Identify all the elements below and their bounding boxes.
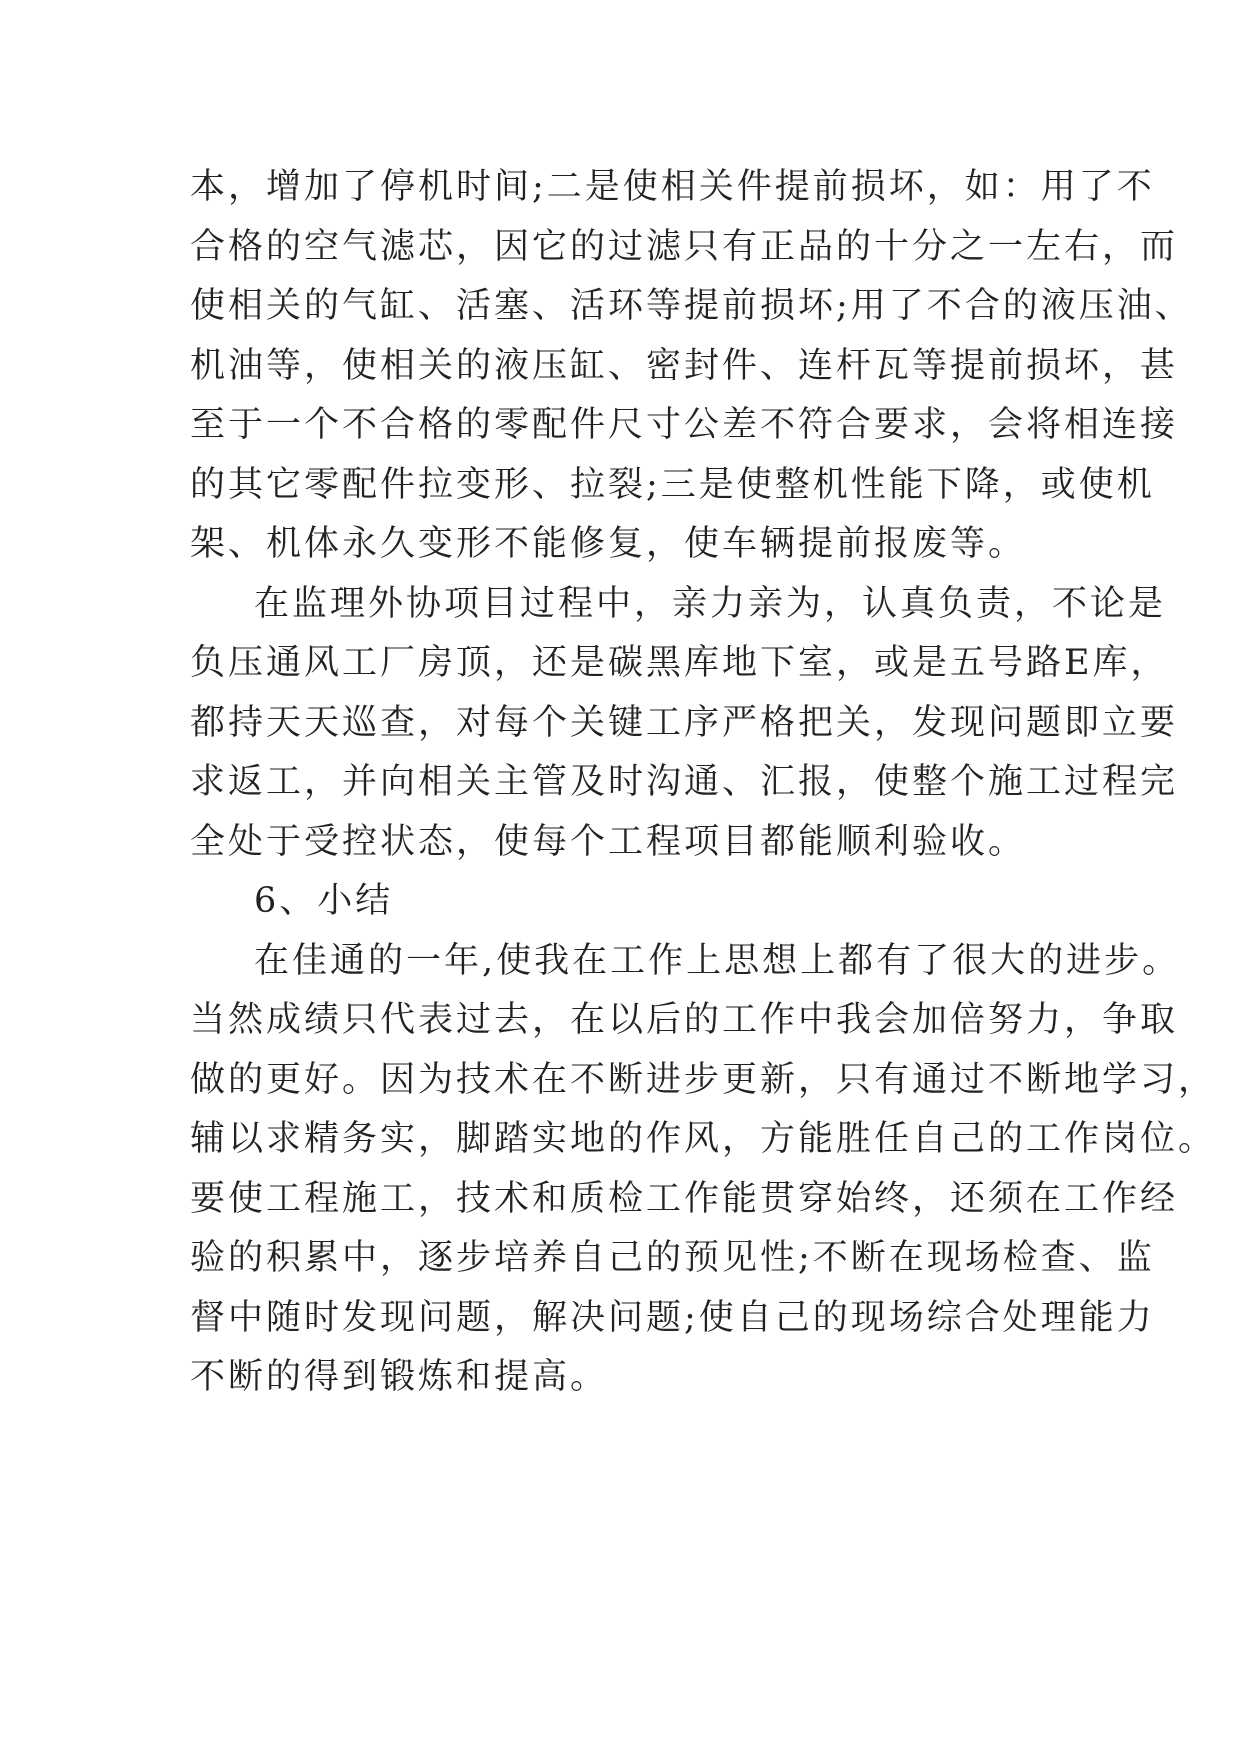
- text-line: 辅以求精务实，脚踏实地的作风，方能胜任自己的工作岗位。: [190, 1119, 1217, 1159]
- text-line: 都持天天巡查，对每个关键工序严格把关，发现问题即立要: [190, 702, 1179, 743]
- text-line: 使相关的气缸、活塞、活环等提前损坏;用了不合的液压油、: [190, 286, 1193, 326]
- text-line: 当然成绩只代表过去，在以后的工作中我会加倍努力，争取: [190, 1000, 1179, 1040]
- text-line: 验的积累中，逐步培养自己的预见性;不断在现场检查、监: [190, 1238, 1155, 1278]
- text-line: 本，增加了停机时间;二是使相关件提前损坏，如：用了不: [190, 167, 1155, 207]
- text-line: 要使工程施工，技术和质检工作能贯穿始终，还须在工作经: [190, 1178, 1179, 1219]
- text-line: 的其它零配件拉变形、拉裂;三是使整机性能下降，或使机: [190, 464, 1155, 505]
- text-line: 至于一个不合格的零配件尺寸公差不符合要求，会将相连接: [190, 405, 1179, 445]
- text-line: 督中随时发现问题，解决问题;使自己的现场综合处理能力: [190, 1297, 1155, 1338]
- document-body: [190, 158, 1217, 1408]
- text-line: 不断的得到锻炼和提高。: [190, 1357, 609, 1397]
- text-line: 求返工，并向相关主管及时沟通、汇报，使整个施工过程完: [190, 762, 1179, 802]
- paragraph-first-line: 在佳通的一年,使我在工作上思想上都有了很大的进步。: [254, 940, 1181, 981]
- text-line: 架、机体永久变形不能修复，使车辆提前报废等。: [190, 524, 1027, 564]
- text-line: 全处于受控状态，使每个工程项目都能顺利验收。: [190, 821, 1027, 862]
- text-line: 负压通风工厂房顶，还是碳黑库地下室，或是五号路E库，: [190, 643, 1169, 683]
- text-line: 机油等，使相关的液压缸、密封件、连杆瓦等提前损坏，甚: [190, 345, 1179, 386]
- text-line: 合格的空气滤芯，因它的过滤只有正品的十分之一左右，而: [190, 226, 1179, 267]
- section-heading: 6、小结: [254, 881, 394, 921]
- paragraph-first-line: 在监理外协项目过程中，亲力亲为，认真负责，不论是: [254, 583, 1167, 624]
- text-line: 做的更好。因为技术在不断进步更新，只有通过不断地学习，: [190, 1059, 1217, 1100]
